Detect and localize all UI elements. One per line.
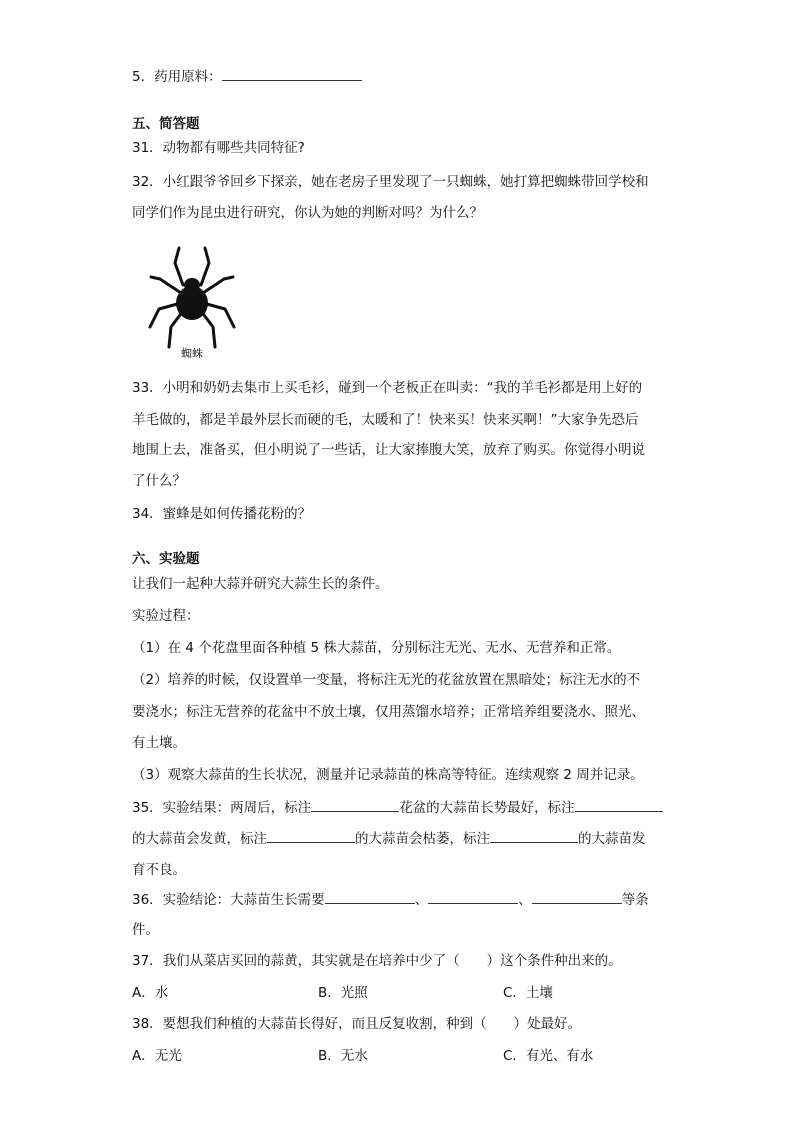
q35-text-1: 35．实验结果：两周后，标注 — [132, 800, 312, 816]
answer-blank[interactable] — [490, 828, 578, 843]
answer-blank[interactable] — [532, 889, 622, 904]
section-6-title: 六、实验题 — [132, 551, 200, 567]
question-5-label: 5．药用原料： — [132, 69, 222, 85]
question-36-line-2: 件。 — [132, 922, 159, 938]
q35-text-3: 的大蒜苗会发黄，标注 — [132, 831, 267, 847]
q36-sep-2: 、 — [518, 892, 532, 908]
question-35-line-1 — [132, 797, 663, 818]
answer-blank[interactable] — [575, 797, 663, 812]
step-2-line-2: 要浇水；标注无营养的花盆中不放土壤，仅用蒸馏水培养；正常培养组要浇水、照光、 — [132, 704, 645, 720]
answer-blank[interactable] — [428, 889, 518, 904]
q37-option-b[interactable]: B．光照 — [318, 985, 368, 1001]
answer-blank[interactable] — [267, 828, 355, 843]
answer-blank[interactable] — [311, 797, 399, 812]
q38-option-b[interactable]: B．无水 — [318, 1048, 368, 1064]
answer-blank[interactable] — [325, 889, 415, 904]
question-37-stem: 37．我们从菜店买回的蒜黄，其实就是在培养中少了（ ）这个条件种出来的。 — [132, 953, 622, 969]
question-34: 34．蜜蜂是如何传播花粉的？ — [132, 506, 312, 522]
question-38-stem: 38．要想我们种植的大蒜苗长得好，而且反复收割，种到（ ）处最好。 — [132, 1016, 582, 1032]
question-36-line-1 — [132, 889, 649, 910]
experiment-intro: 让我们一起种大蒜并研究大蒜生长的条件。 — [132, 576, 389, 592]
q38-option-a[interactable]: A．无光 — [132, 1048, 182, 1064]
question-35-line-3: 育不良。 — [132, 862, 186, 878]
step-3: （3）观察大蒜苗的生长状况，测量并记录蒜苗的株高等特征。连续观察 2 周并记录。 — [132, 767, 644, 783]
q37-option-a[interactable]: A．水 — [132, 985, 169, 1001]
q35-text-2: 花盆的大蒜苗长势最好，标注 — [399, 800, 575, 816]
q37-option-c[interactable]: C．土壤 — [503, 985, 553, 1001]
q35-text-5: 的大蒜苗发 — [578, 831, 646, 847]
question-32-line-1: 32．小红跟爷爷回乡下探亲，她在老房子里发现了一只蜘蛛，她打算把蜘蛛带回学校和 — [132, 174, 649, 190]
section-5-title: 五、简答题 — [132, 116, 200, 132]
q36-sep-1: 、 — [414, 892, 429, 908]
step-1: （1）在 4 个花盘里面各种植 5 株大蒜苗，分别标注无光、无水、无营养和正常。 — [132, 640, 621, 656]
q36-text-2: 等条 — [621, 892, 649, 908]
spider-icon — [145, 243, 240, 361]
question-33-line-3: 地围上去，准备买，但小明说了一些话，让大家捧腹大笑，放弃了购买。你觉得小明说 — [132, 442, 645, 458]
question-35-line-2 — [132, 828, 646, 849]
step-2-line-1: （2）培养的时候，仅设置单一变量，将标注无光的花盆放置在黑暗处；标注无水的不 — [132, 672, 641, 688]
q38-option-c[interactable]: C．有光、有水 — [503, 1048, 594, 1064]
question-33-line-4: 了什么？ — [132, 473, 186, 489]
question-33-line-2: 羊毛做的，都是羊最外层长而硬的毛，太暖和了！快来买！快来买啊！”大家争先恐后 — [132, 412, 639, 428]
question-31: 31．动物都有哪些共同特征? — [132, 140, 305, 156]
question-32-line-2: 同学们作为昆虫进行研究，你认为她的判断对吗？为什么？ — [132, 205, 483, 221]
question-33-line-1: 33．小明和奶奶去集市上买毛衫，碰到一个老板正在叫卖：“我的羊毛衫都是用上好的 — [132, 380, 643, 396]
process-title: 实验过程： — [132, 608, 200, 624]
step-2-line-3: 有土壤。 — [132, 735, 186, 751]
q36-text-1: 36．实验结论：大蒜苗生长需要 — [132, 892, 325, 908]
q35-text-4: 的大蒜苗会枯萎，标注 — [355, 831, 490, 847]
spider-caption: 蜘蛛 — [181, 347, 203, 360]
answer-blank[interactable] — [222, 66, 362, 81]
question-5 — [132, 66, 362, 87]
